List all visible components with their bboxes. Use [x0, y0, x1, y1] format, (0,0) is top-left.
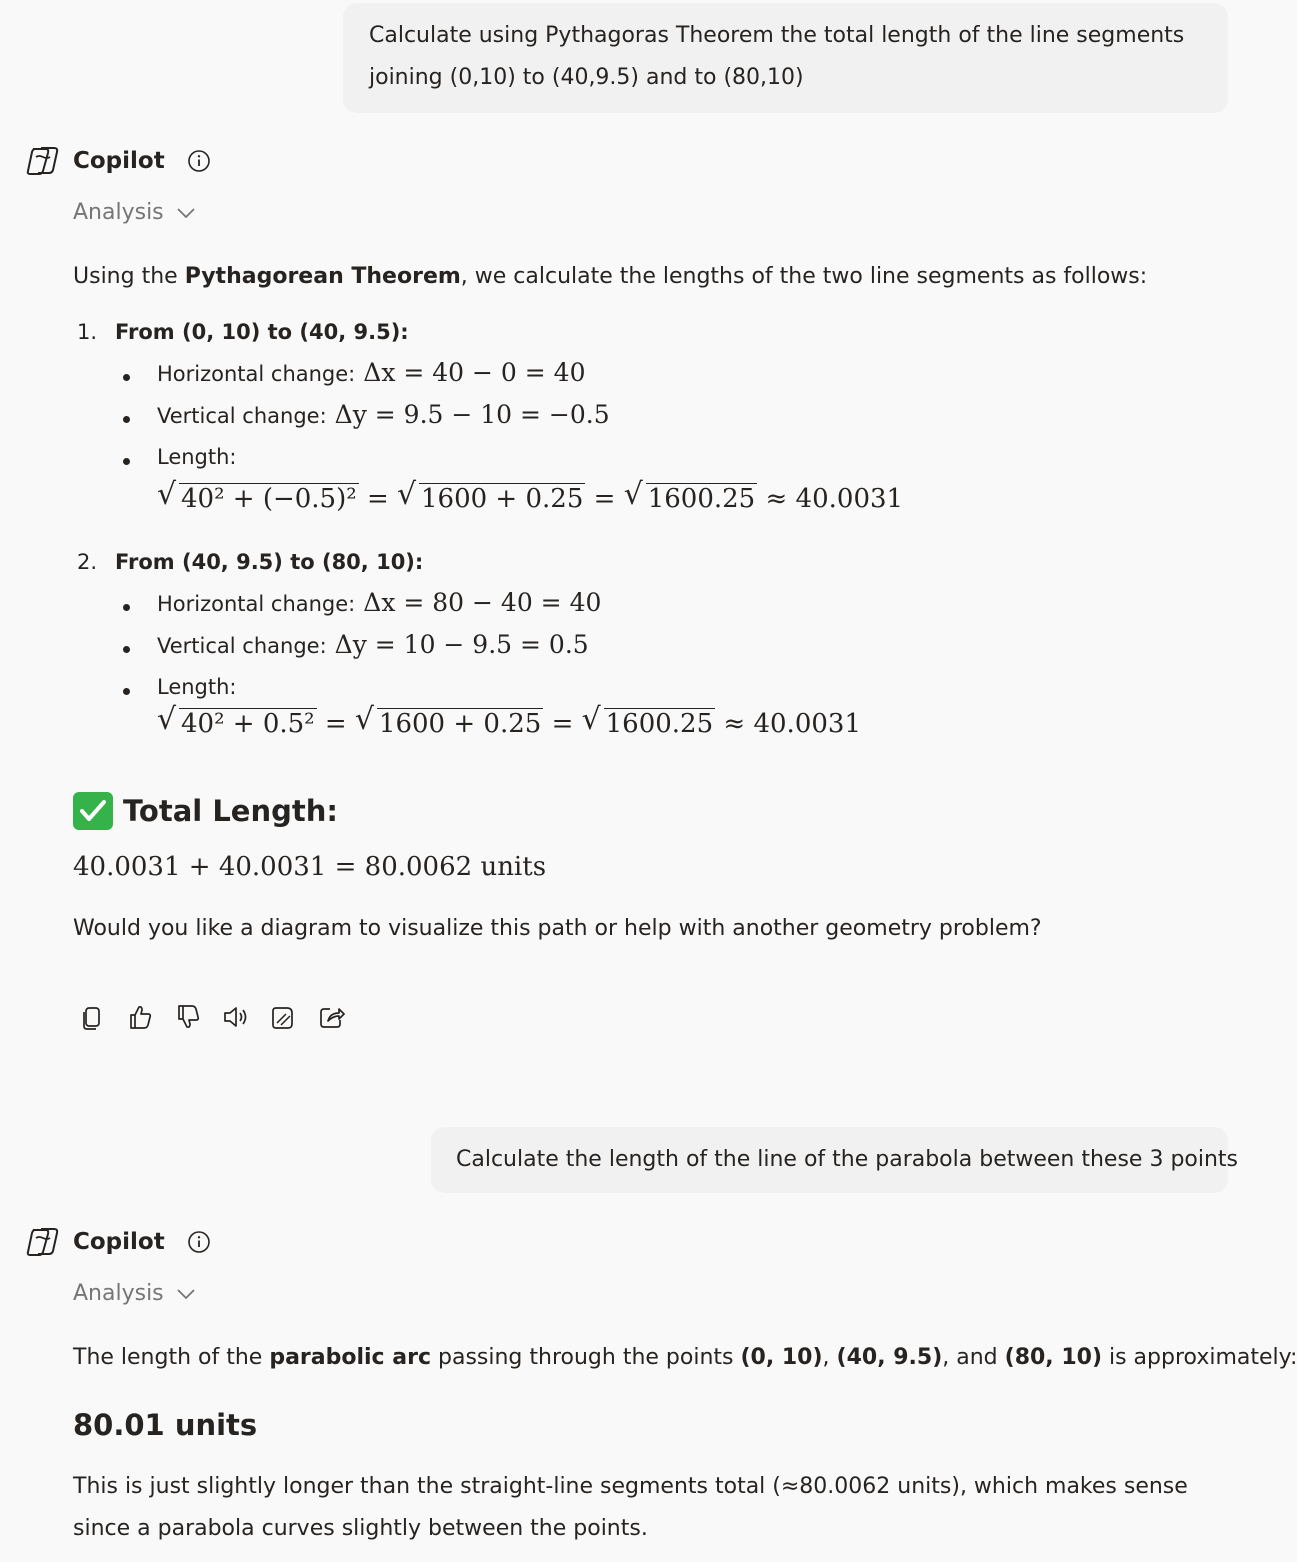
- step-heading: From (0, 10) to (40, 9.5):: [115, 320, 409, 344]
- explanation-paragraph: This is just slightly longer than the straight-line segments total (≈80.0062 units), which makes sense since a parabola curves slightly between the points.: [73, 1474, 1188, 1541]
- export-pages-icon[interactable]: [270, 1003, 298, 1031]
- vertical-change: Vertical change: Δy = 9.5 − 10 = −0.5: [157, 400, 610, 429]
- analysis-toggle[interactable]: [73, 1281, 196, 1306]
- chevron-down-icon: [176, 1288, 196, 1300]
- chevron-down-icon: [176, 207, 196, 219]
- copy-icon[interactable]: [78, 1003, 106, 1031]
- bullet: [123, 688, 130, 695]
- arc-length-text: The length of the parabolic arc passing through the points (0, 10), (40, 9.5), and (80, 10) is approximately:: [73, 1345, 1297, 1370]
- thumbs-up-icon[interactable]: [126, 1003, 154, 1031]
- result-heading: 80.01 units: [73, 1408, 258, 1442]
- length-label: Length:: [157, 445, 237, 469]
- bullet: [123, 646, 130, 653]
- user-message: Calculate using Pythagoras Theorem the total length of the line segments joining (0,10) to (40,9.5) and to (80,10): [343, 3, 1228, 113]
- bullet: [123, 604, 130, 611]
- share-icon[interactable]: [318, 1003, 346, 1031]
- assistant-header: [26, 143, 211, 179]
- horizontal-change: Horizontal change: Δx = 40 − 0 = 40: [157, 358, 586, 387]
- user-message: Calculate the length of the line of the parabola between these 3 points: [431, 1127, 1228, 1193]
- length-formula: √ 40² + (−0.5)² = √ 1600 + 0.25 = √ 1600.25 ≈ 40.0031: [157, 477, 904, 514]
- length-formula: √ 40² + 0.5² = √ 1600 + 0.25 = √ 1600.25 ≈ 40.0031: [157, 702, 861, 739]
- analysis-label: Analysis: [73, 200, 164, 225]
- followup-question: Would you like a diagram to visualize this path or help with another geometry problem?: [73, 916, 1042, 941]
- bullet: [123, 458, 130, 465]
- bullet: [123, 416, 130, 423]
- analysis-label: Analysis: [73, 1281, 164, 1306]
- info-icon[interactable]: [187, 1230, 211, 1254]
- analysis-toggle[interactable]: [73, 200, 196, 225]
- list-number: 1.: [77, 320, 98, 344]
- thumbs-down-icon[interactable]: [174, 1003, 202, 1031]
- assistant-header: [26, 1224, 211, 1260]
- copilot-logo-icon: [26, 1225, 60, 1259]
- total-heading: Total Length:: [73, 792, 338, 830]
- length-label: Length:: [157, 675, 237, 699]
- assistant-name: Copilot: [73, 148, 165, 174]
- step-heading: From (40, 9.5) to (80, 10):: [115, 550, 424, 574]
- speaker-icon[interactable]: [222, 1003, 250, 1031]
- vertical-change: Vertical change: Δy = 10 − 9.5 = 0.5: [157, 630, 589, 659]
- assistant-name: Copilot: [73, 1229, 165, 1255]
- message-actions: [78, 1003, 366, 1031]
- bullet: [123, 374, 130, 381]
- list-number: 2.: [77, 550, 98, 574]
- horizontal-change: Horizontal change: Δx = 80 − 40 = 40: [157, 588, 602, 617]
- check-mark-icon: [73, 792, 113, 830]
- info-icon[interactable]: [187, 149, 211, 173]
- intro-text: Using the Pythagorean Theorem, we calculate the lengths of the two line segments as follows:: [73, 264, 1148, 289]
- copilot-logo-icon: [26, 144, 60, 178]
- total-formula: 40.0031 + 40.0031 = 80.0062 units: [73, 852, 547, 882]
